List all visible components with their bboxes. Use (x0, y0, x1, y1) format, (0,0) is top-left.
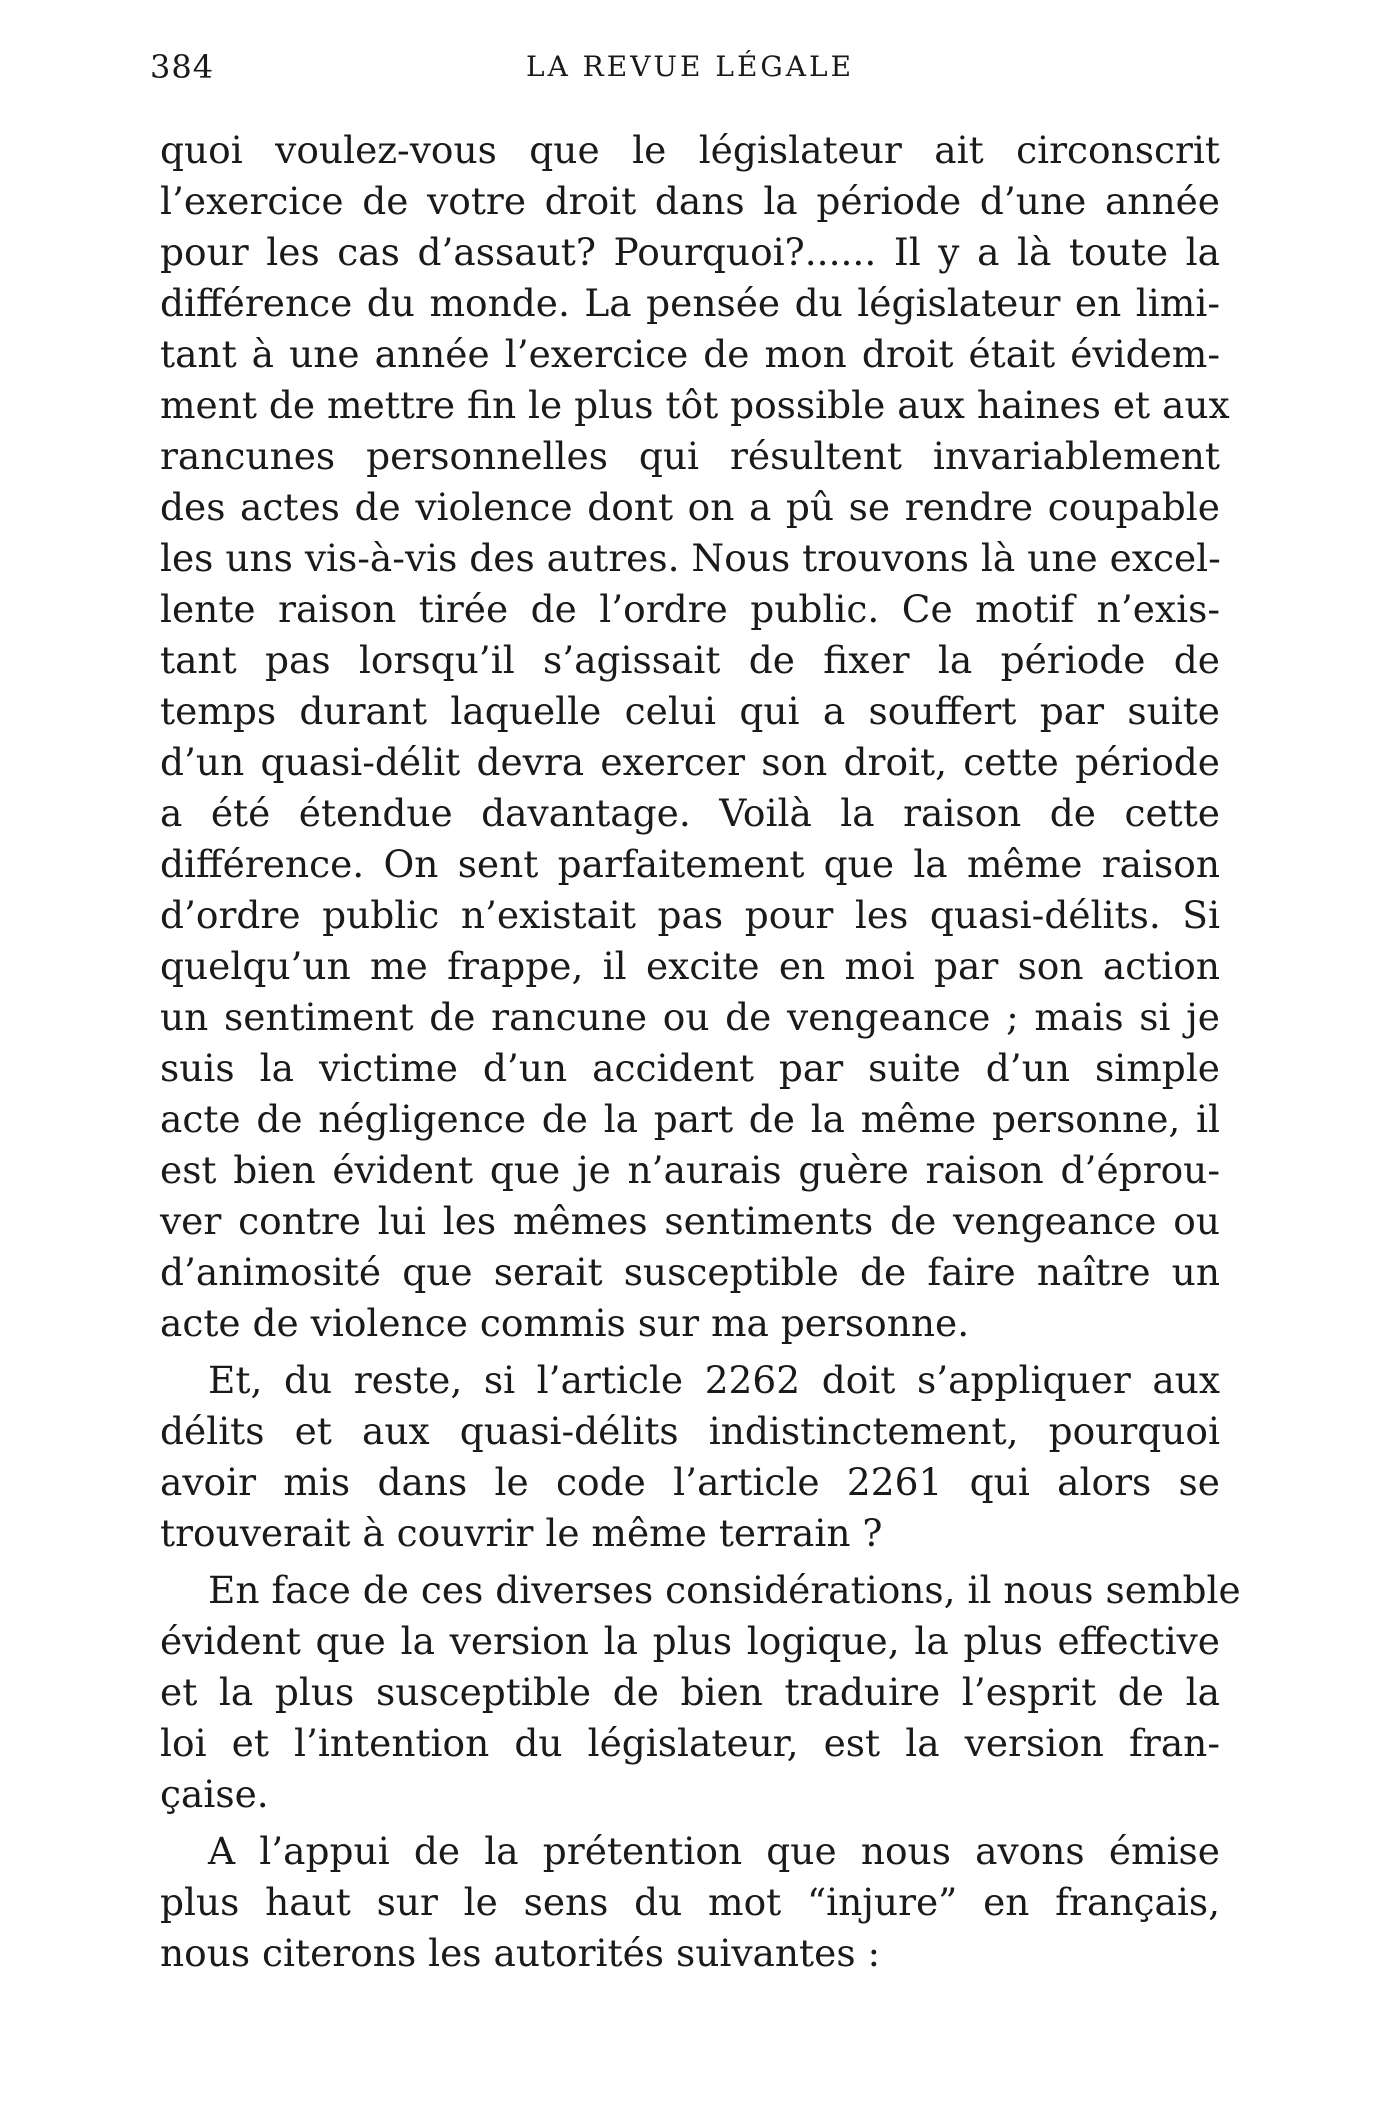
text-line: tant à une année l’exercice de mon droit était évidem- (160, 332, 1220, 376)
text-line: évident que la version la plus logique, la plus effective (160, 1619, 1220, 1663)
running-title: LA REVUE LÉGALE (525, 50, 855, 83)
body-text (160, 125, 1241, 1979)
running-header (150, 48, 1230, 88)
text-line: l’exercice de votre droit dans la période d’une année (160, 179, 1220, 223)
text-line: acte de négligence de la part de la même personne, il (160, 1097, 1220, 1141)
paragraph-3 (160, 1565, 1241, 1820)
text-line: un sentiment de rancune ou de vengeance ; mais si je (160, 995, 1220, 1039)
paragraph-1 (160, 125, 1230, 1349)
text-line: ver contre lui les mêmes sentiments de vengeance ou (160, 1199, 1220, 1243)
text-line: loi et l’intention du législateur, est la version fran- (160, 1721, 1220, 1765)
text-line: plus haut sur le sens du mot “injure” en français, (160, 1880, 1220, 1924)
paragraph-4 (160, 1826, 1220, 1979)
text-line: çaise. (160, 1772, 269, 1816)
text-line: En face de ces diverses considérations, il nous semble (208, 1568, 1241, 1612)
text-line: tant pas lorsqu’il s’agissait de fixer la période de (160, 638, 1220, 682)
text-line: trouverait à couvrir le même terrain ? (160, 1511, 883, 1555)
text-line: a été étendue davantage. Voilà la raison de cette (160, 791, 1220, 835)
text-line: acte de violence commis sur ma personne. (160, 1301, 970, 1345)
text-line: suis la victime d’un accident par suite d’un simple (160, 1046, 1220, 1090)
text-line: pour les cas d’assaut? Pourquoi?...... Il y a là toute la (160, 230, 1220, 274)
text-line: avoir mis dans le code l’article 2261 qui alors se (160, 1460, 1220, 1504)
text-line: nous citerons les autorités suivantes : (160, 1931, 881, 1975)
page-number: 384 (150, 48, 215, 86)
text-line: d’un quasi-délit devra exercer son droit, cette période (160, 740, 1220, 784)
text-line: délits et aux quasi-délits indistinctement, pourquoi (160, 1409, 1220, 1453)
paragraph-2 (160, 1355, 1220, 1559)
text-line: des actes de violence dont on a pû se rendre coupable (160, 485, 1220, 529)
text-line: d’animosité que serait susceptible de faire naître un (160, 1250, 1220, 1294)
text-line: est bien évident que je n’aurais guère raison d’éprou- (160, 1148, 1220, 1192)
text-line: différence du monde. La pensée du législateur en limi- (160, 281, 1220, 325)
text-line: ment de mettre fin le plus tôt possible aux haines et aux (160, 383, 1230, 427)
text-line: et la plus susceptible de bien traduire l’esprit de la (160, 1670, 1220, 1714)
text-line: A l’appui de la prétention que nous avons émise (208, 1829, 1220, 1873)
text-line: Et, du reste, si l’article 2262 doit s’appliquer aux (208, 1358, 1220, 1402)
text-line: différence. On sent parfaitement que la même raison (160, 842, 1220, 886)
text-line: les uns vis-à-vis des autres. Nous trouvons là une excel- (160, 536, 1221, 580)
text-line: quoi voulez-vous que le législateur ait circonscrit (160, 128, 1220, 172)
text-line: lente raison tirée de l’ordre public. Ce motif n’exis- (160, 587, 1220, 631)
text-line: temps durant laquelle celui qui a souffert par suite (160, 689, 1220, 733)
text-line: quelqu’un me frappe, il excite en moi par son action (160, 944, 1220, 988)
text-line: rancunes personnelles qui résultent invariablement (160, 434, 1220, 478)
text-line: d’ordre public n’existait pas pour les quasi-délits. Si (160, 893, 1220, 937)
